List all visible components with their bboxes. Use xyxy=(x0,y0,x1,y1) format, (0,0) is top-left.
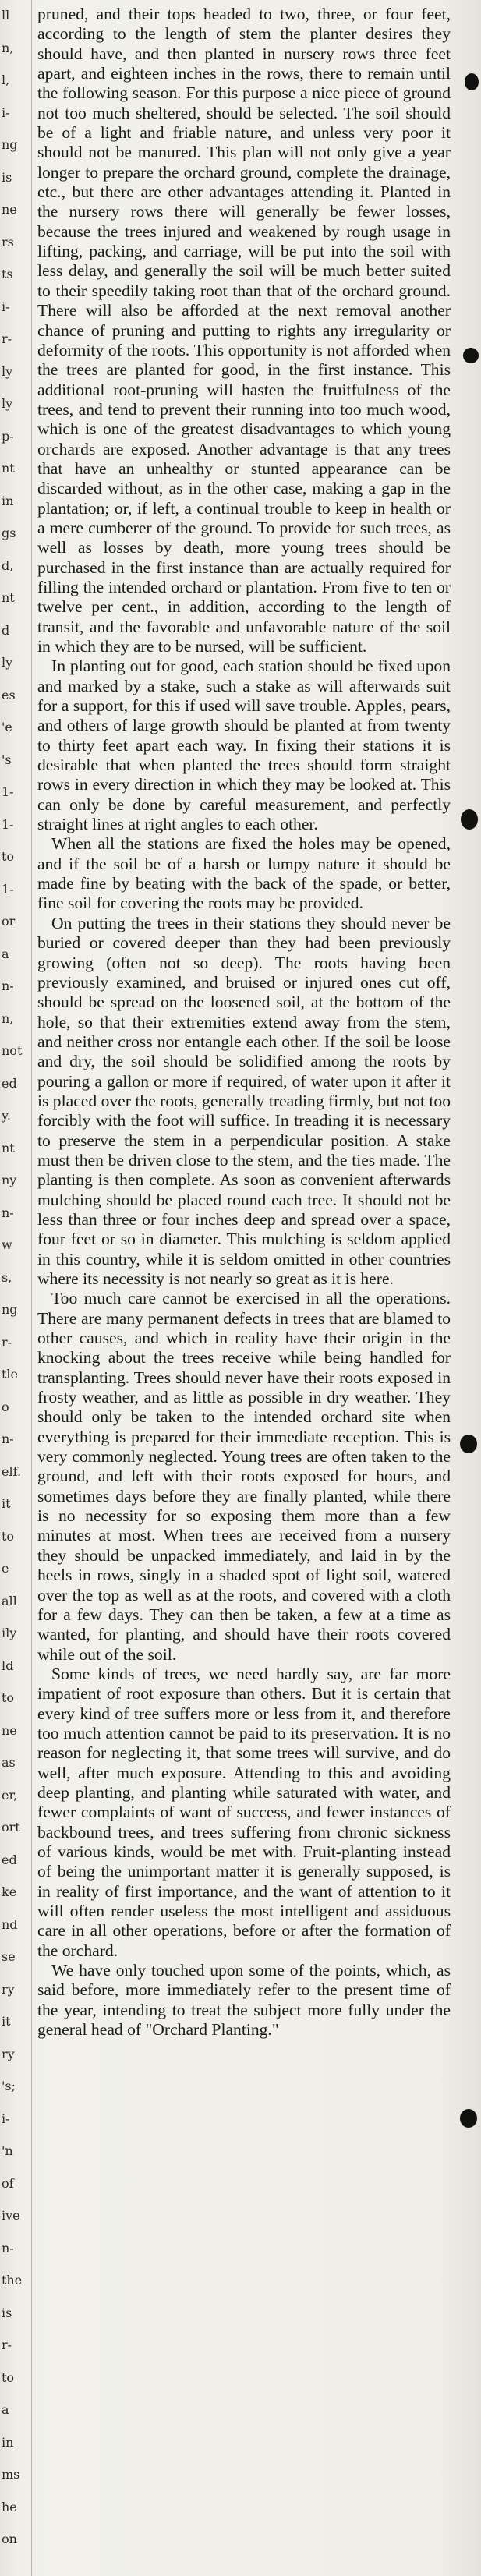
left-fragment-text: n- xyxy=(2,1431,14,1446)
left-fragment-text: ts xyxy=(2,267,13,281)
left-fragment-text: on xyxy=(2,2532,17,2546)
left-fragment-text: l, xyxy=(2,73,10,87)
left-fragment-text: in xyxy=(2,2434,14,2450)
left-fragment-text: he xyxy=(2,2499,17,2514)
left-fragment-text: a xyxy=(2,2402,9,2417)
left-fragment-text: ed xyxy=(2,1075,17,1091)
left-fragment-text: elf. xyxy=(2,1463,22,1479)
left-fragment-text: n- xyxy=(2,1205,14,1220)
paragraph-5: Too much care cannot be exercised in all the operations. There are many permanent defects in trees that are blamed to other causes, and which in reality have their origin in the knocking about the trees receive while being handled for transplanting. Trees should never have their roots exposed in frosty weather, and as little as possible in dry weather. They should only be taken to the intended orchard site when everything is prepared for their immediate reception. This is very commonly neglected. Young trees are often taken to the ground, and left with their roots exposed for hours, and sometimes days before they are finally planted, while there is no necessity for so exposing them more than a few minutes at most. When trees are received from a nursery they should be unpacked immediately, and laid in by the heels in rows, singly in a shaded spot of light soil, watered over the top as well as at the roots, and covered with a cloth for a few days. They can then be taken, a few at a time as wanted, for planting, and should have their roots covered while out of the soil. xyxy=(37,1289,451,1664)
left-fragment-text: is xyxy=(2,169,12,185)
left-fragment-text: ly xyxy=(2,655,13,670)
left-fragment-text: ng xyxy=(2,1302,18,1317)
left-fragment-text: ive xyxy=(2,2208,20,2223)
left-fragment-text: or xyxy=(2,914,16,929)
left-fragment-text: r- xyxy=(2,1334,12,1350)
left-fragment-text: to xyxy=(2,1690,15,1705)
left-fragment-text: 's; xyxy=(2,2079,16,2093)
ink-blot xyxy=(460,2109,477,2128)
paragraph-1: pruned, and their tops headed to two, three, or four feet, according to the length of stem the planter desires they should have, and then planted in nursery rows three feet apart, and eighteen inches in the rows, there to remain until the following season. For this purpose a nice piece of ground not too much sheltered, should be selected. The soil should be of a light and friable nature, and unless very poor it should not be manured. This plan will not only give a year longer to prepare the orchard ground, complete the drainage, etc., but there are other advantages attending it. Planted in the nursery rows there will generally be fewer losses, because the trees injured and weakened by rough usage in lifting, packing, and carriage, will be put into the soil with less delay, and generally the soil will be much better suited to their speedily taking root than that of the orchard ground. There will also be afforded at the next removal another chance of pruning and putting to rights any irregularity or deformity of the roots. This opportunity is not afforded when the trees are planted for good, in the first instance. This additional root-pruning will hasten the fruitfulness of the trees, and tend to prevent their running into too much wood, which is one of the greatest disadvantages to which young orchards are exposed. Another advantage is that any trees that have an unhealthy or stunted appearance can be discarded without, as in the other case, making a gap in the plantation; or, if left, a continual trouble to keep in health or a mere cumberer of the ground. To provide for such trees, as well as losses by death, more young trees should be purchased in the first instance than are actually required for filling the intended orchard or plantation. From five to ten or twelve per cent., in addition, according to the length of transit, and the favorable and unfavorable nature of the soil in which they are to be nursed, will be sufficient. xyxy=(37,5,451,656)
left-fragment-text: ry xyxy=(2,1981,15,1997)
left-fragment-text: e xyxy=(2,1561,9,1576)
left-fragment-text: ll xyxy=(2,8,10,23)
column-rule xyxy=(31,0,32,2576)
left-fragment-text: 1- xyxy=(2,784,14,799)
ink-blot xyxy=(460,1435,477,1453)
left-fragment-text: ng xyxy=(2,137,18,152)
paragraph-6: Some kinds of trees, we need hardly say, are far more impatient of root exposure than others. But it is certain that every kind of tree suffers more or less from it, and therefore too much attention cannot be paid to its preservation. It is no reason for neglecting it, that some trees will survive, and do well, after much exposure. Attending to this and avoiding deep planting, and planting while saturated with water, and fewer complaints of want of success, and fewer instances of backbound trees, and trees suffering from chronic sickness of various kinds, would be met with. Fruit-planting instead of being the unimportant matter it is generally supposed, is in reality of first importance, and the want of attention to it will often render useless the most intelligent and assiduous care in all other operations, before or after the formation of the orchard. xyxy=(37,1664,451,1960)
left-fragment-text: nt xyxy=(2,590,15,605)
left-fragment-text: nt xyxy=(2,1140,15,1155)
left-fragment-text: ort xyxy=(2,1820,20,1835)
left-fragment-text: n- xyxy=(2,2240,14,2256)
left-fragment-text: tle xyxy=(2,1367,19,1382)
paragraph-7: We have only touched upon some of the points, which, as said before, more immediately refer to the present time of the year, intending to treat the subject more fully under the general head of "Orchard Planting." xyxy=(37,1961,451,2040)
left-fragment-text: not xyxy=(2,1043,23,1058)
left-fragment-text: i- xyxy=(2,2111,10,2126)
left-fragment-text: ne xyxy=(2,202,17,217)
left-fragment-text: ke xyxy=(2,1884,17,1899)
left-fragment-text: rs xyxy=(2,234,14,249)
paragraph-4: On putting the trees in their stations they should never be buried or covered deeper than they had been previously growing (often not so deep). The roots having been previously examined, and bruised or injured ones cut off, should be spread on the loosened soil, at the bottom of the hole, so that their extremities extend away from the stem, and neither cross nor entangle each other. If the soil be loose and dry, the soil should be solidified among the roots by pouring a gallon or more if required, of water upon it after it is placed over the roots, generally treading firmly, but not too forcibly with the foot will suffice. In treading it is necessary to preserve the stem in a perpendicular position. A stake must then be driven close to the stem, and the ties made. The planting is then complete. As soon as convenient afterwards mulching should be placed round each tree. It should not be less than three or four inches deep and spread over a space, four feet or so in diameter. This mulching is seldom applied in this country, while it is seldom omitted in other countries where its necessity is not nearly so great as it is here. xyxy=(37,913,451,1288)
left-fragment-text: it xyxy=(2,2014,11,2029)
left-fragment-text: in xyxy=(2,493,14,508)
left-fragment-text: 1- xyxy=(2,881,14,897)
left-fragment-text: the xyxy=(2,2273,23,2288)
left-fragment-text: r- xyxy=(2,2337,12,2352)
left-fragment-text: ms xyxy=(2,2467,20,2482)
left-fragment-text: ry xyxy=(2,2046,15,2061)
left-fragment-text: as xyxy=(2,1755,16,1770)
left-fragment-text: 'e xyxy=(2,720,12,734)
left-fragment-text: 1- xyxy=(2,816,14,832)
left-fragment-text: ne xyxy=(2,1722,17,1738)
left-column-fragments xyxy=(0,0,30,2576)
left-fragment-text: is xyxy=(2,2305,12,2320)
ink-blot xyxy=(461,809,478,830)
left-fragment-text: nt xyxy=(2,461,15,476)
left-fragment-text: a xyxy=(2,946,9,961)
left-fragment-text: n- xyxy=(2,978,14,993)
article-column xyxy=(37,5,451,2040)
left-fragment-text: n, xyxy=(2,1010,14,1026)
left-fragment-text: of xyxy=(2,2175,14,2191)
left-fragment-text: i- xyxy=(2,104,10,120)
left-fragment-text: ily xyxy=(2,1626,17,1640)
left-fragment-text: 's xyxy=(2,752,12,767)
paragraph-2: In planting out for good, each station should be fixed upon and marked by a stake, such a stake as will afterwards suit for a support, for this if used will save trouble. Apples, pears, and others of large growth should be planted at from twenty to thirty feet apart each way. In fixing their stations it is desirable that when planted the trees should form straight rows in every direction in which they may be looked at. This can only be done by careful measurement, and perfectly straight lines at right angles to each other. xyxy=(37,656,451,834)
left-fragment-text: es xyxy=(2,687,16,702)
left-fragment-text: p- xyxy=(2,428,14,444)
left-fragment-text: ly xyxy=(2,396,13,411)
left-fragment-text: all xyxy=(2,1593,17,1608)
left-fragment-text: r- xyxy=(2,331,12,346)
left-fragment-text: n, xyxy=(2,40,14,55)
left-fragment-text: to xyxy=(2,1528,15,1544)
left-fragment-text: s, xyxy=(2,1269,12,1285)
left-fragment-text: to xyxy=(2,849,15,864)
left-fragment-text: er, xyxy=(2,1787,18,1803)
ink-blot xyxy=(463,348,479,363)
left-fragment-text: nd xyxy=(2,1916,18,1932)
left-fragment-text: se xyxy=(2,1949,16,1964)
left-fragment-text: o xyxy=(2,1399,9,1414)
left-fragment-text: y. xyxy=(2,1108,11,1123)
left-fragment-text: it xyxy=(2,1496,11,1511)
left-fragment-text: gs xyxy=(2,525,16,540)
left-fragment-text: d xyxy=(2,622,10,638)
left-fragment-text: d, xyxy=(2,557,14,573)
left-fragment-text: w xyxy=(2,1237,12,1252)
left-fragment-text: ly xyxy=(2,363,13,379)
left-fragment-text: ed xyxy=(2,1852,17,1867)
left-fragment-text: ny xyxy=(2,1173,17,1187)
left-fragment-text: i- xyxy=(2,299,10,314)
left-fragment-text: ld xyxy=(2,1658,14,1673)
paragraph-3: When all the stations are fixed the holes may be opened, and if the soil be of a harsh or lumpy nature it should be made fine by beating with the back of the spade, or better, fine soil for covering the roots may be provided. xyxy=(37,834,451,913)
left-fragment-text: 'n xyxy=(2,2143,13,2158)
ink-blot xyxy=(465,73,479,90)
left-fragment-text: to xyxy=(2,2369,15,2385)
